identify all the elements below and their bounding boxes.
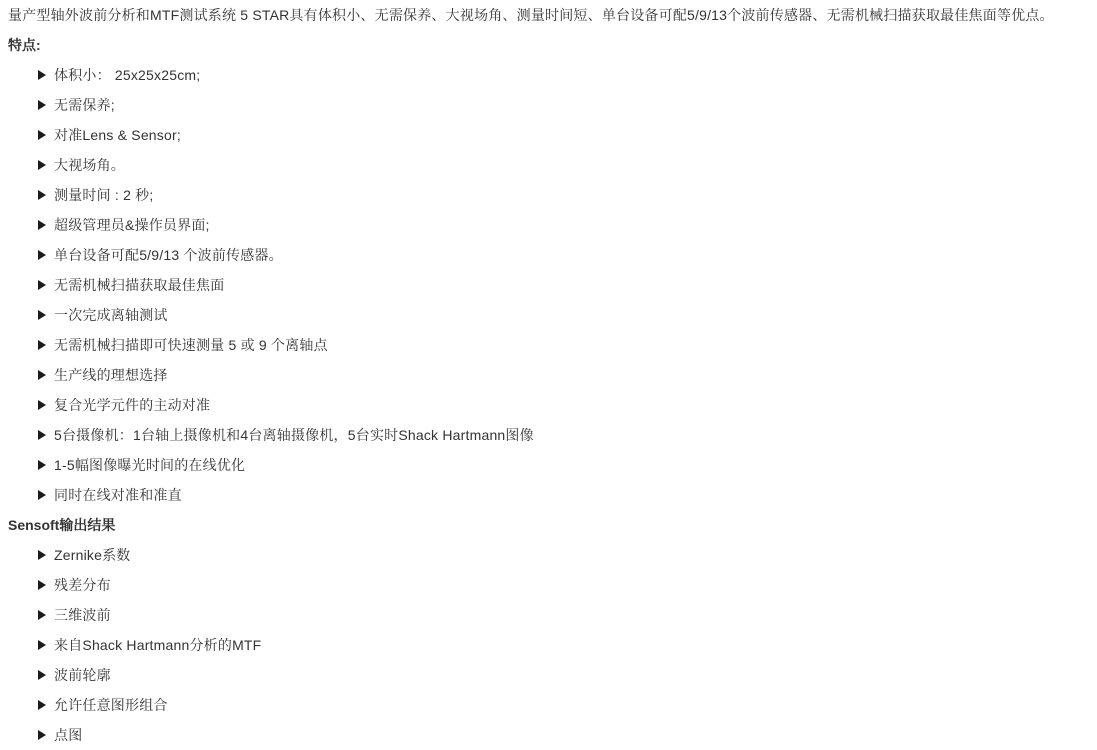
sensoft-output-list [8, 540, 1087, 750]
list-item [8, 540, 1087, 570]
bullet-triangle-icon [38, 640, 46, 650]
features-list [8, 60, 1087, 510]
list-item [8, 300, 1087, 330]
bullet-triangle-icon [38, 100, 46, 110]
bullet-triangle-icon [38, 220, 46, 230]
list-item [8, 420, 1087, 450]
list-item-text: 大视场角。 [54, 157, 125, 173]
bullet-triangle-icon [38, 70, 46, 80]
list-item [8, 570, 1087, 600]
bullet-triangle-icon [38, 550, 46, 560]
list-item-text: Zernike系数 [54, 547, 131, 563]
bullet-triangle-icon [38, 700, 46, 710]
bullet-triangle-icon [38, 580, 46, 590]
bullet-triangle-icon [38, 340, 46, 350]
list-item [8, 150, 1087, 180]
list-item-text: 测量时间 : 2 秒; [54, 187, 154, 203]
list-item [8, 390, 1087, 420]
list-item [8, 720, 1087, 750]
list-item-text: 5台摄像机：1台轴上摄像机和4台离轴摄像机，5台实时Shack Hartmann图像 [54, 427, 534, 443]
list-item-text: 同时在线对准和准直 [54, 487, 182, 503]
list-item-text: 复合光学元件的主动对准 [54, 397, 211, 413]
bullet-triangle-icon [38, 400, 46, 410]
bullet-triangle-icon [38, 730, 46, 740]
list-item [8, 210, 1087, 240]
list-item [8, 60, 1087, 90]
list-item [8, 90, 1087, 120]
list-item-text: 一次完成离轴测试 [54, 307, 168, 323]
list-item [8, 240, 1087, 270]
list-item [8, 450, 1087, 480]
bullet-triangle-icon [38, 130, 46, 140]
bullet-triangle-icon [38, 280, 46, 290]
bullet-triangle-icon [38, 190, 46, 200]
list-item-text: 允许任意图形组合 [54, 697, 168, 713]
list-item-text: 体积小： 25x25x25cm; [54, 67, 201, 83]
list-item-text: 单台设备可配5/9/13 个波前传感器。 [54, 247, 283, 263]
list-item [8, 270, 1087, 300]
bullet-triangle-icon [38, 460, 46, 470]
list-item-text: 无需机械扫描获取最佳焦面 [54, 277, 225, 293]
bullet-triangle-icon [38, 370, 46, 380]
list-item [8, 480, 1087, 510]
features-heading: 特点: [8, 37, 41, 53]
list-item-text: 残差分布 [54, 577, 111, 593]
list-item-text: 1-5幅图像曝光时间的在线优化 [54, 457, 246, 473]
list-item [8, 690, 1087, 720]
list-item-text: 点图 [54, 727, 83, 743]
bullet-triangle-icon [38, 610, 46, 620]
intro-paragraph: 量产型轴外波前分析和MTF测试系统 5 STAR具有体积小、无需保养、大视场角、测量时间短、单台设备可配5/9/13个波前传感器、无需机械扫描获取最佳焦面等优点。 [8, 7, 1054, 23]
bullet-triangle-icon [38, 490, 46, 500]
list-item [8, 600, 1087, 630]
list-item [8, 180, 1087, 210]
bullet-triangle-icon [38, 670, 46, 680]
bullet-triangle-icon [38, 160, 46, 170]
list-item-text: 波前轮廓 [54, 667, 111, 683]
list-item-text: 生产线的理想选择 [54, 367, 168, 383]
list-item-text: 无需机械扫描即可快速测量 5 或 9 个离轴点 [54, 337, 328, 353]
list-item [8, 360, 1087, 390]
list-item [8, 630, 1087, 660]
bullet-triangle-icon [38, 430, 46, 440]
bullet-triangle-icon [38, 310, 46, 320]
list-item-text: 超级管理员&操作员界面; [54, 217, 210, 233]
list-item-text: 对准Lens & Sensor; [54, 127, 181, 143]
list-item-text: 三维波前 [54, 607, 111, 623]
sensoft-output-heading: Sensoft输出结果 [8, 517, 116, 533]
list-item [8, 330, 1087, 360]
list-item-text: 来自Shack Hartmann分析的MTF [54, 637, 262, 653]
bullet-triangle-icon [38, 250, 46, 260]
list-item-text: 无需保养; [54, 97, 115, 113]
list-item [8, 660, 1087, 690]
list-item [8, 120, 1087, 150]
